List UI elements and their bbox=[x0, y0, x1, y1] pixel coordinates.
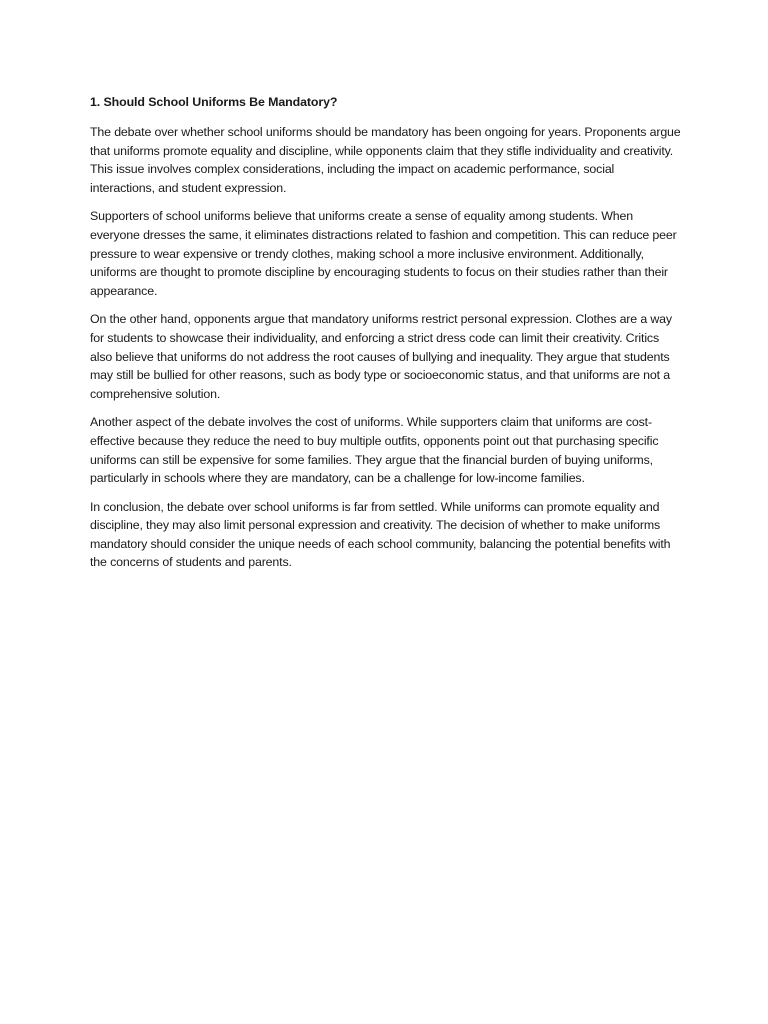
document-heading: 1. Should School Uniforms Be Mandatory? bbox=[90, 95, 338, 109]
paragraph-introduction: The debate over whether school uniforms should be mandatory has been ongoing for years. Proponents argue that uniforms promote equality and discipline, while opponents claim that they stifle individuality and creativity. This issue involves complex considerations, including the impact on academic performance, social interactions, and student expression. bbox=[90, 125, 681, 195]
document-body bbox=[90, 93, 682, 582]
paragraph-cost: Another aspect of the debate involves the cost of uniforms. While supporters claim that uniforms are cost-effective because they reduce the need to buy multiple outfits, opponents point out that purchasing specific uniforms can still be expensive for some families. They argue that the financial burden of buying uniforms, particularly in schools where they are mandatory, can be a challenge for low-income families. bbox=[90, 415, 659, 486]
paragraph-opponents: On the other hand, opponents argue that mandatory uniforms restrict personal expression. Clothes are a way for students to showcase their individuality, and enforcing a strict dress code can limit their creativity. Critics also believe that uniforms do not address the root causes of bullying and inequality. They argue that students may still be bullied for other reasons, such as body type or socioeconomic status, and that uniforms are not a comprehensive solution. bbox=[90, 312, 672, 401]
paragraph-conclusion: In conclusion, the debate over school uniforms is far from settled. While uniforms can promote equality and discipline, they may also limit personal expression and creativity. The decision of whether to make uniforms mandatory should consider the unique needs of each school community, balancing the potential benefits with the concerns of students and parents. bbox=[90, 499, 671, 570]
paragraph-supporters: Supporters of school uniforms believe that uniforms create a sense of equality among students. When everyone dresses the same, it eliminates distractions related to fashion and competition. This can reduce peer pressure to wear expensive or trendy clothes, making school a more inclusive environment. Additionally, uniforms are thought to promote discipline by encouraging students to focus on their studies rather than their appearance. bbox=[90, 209, 677, 298]
